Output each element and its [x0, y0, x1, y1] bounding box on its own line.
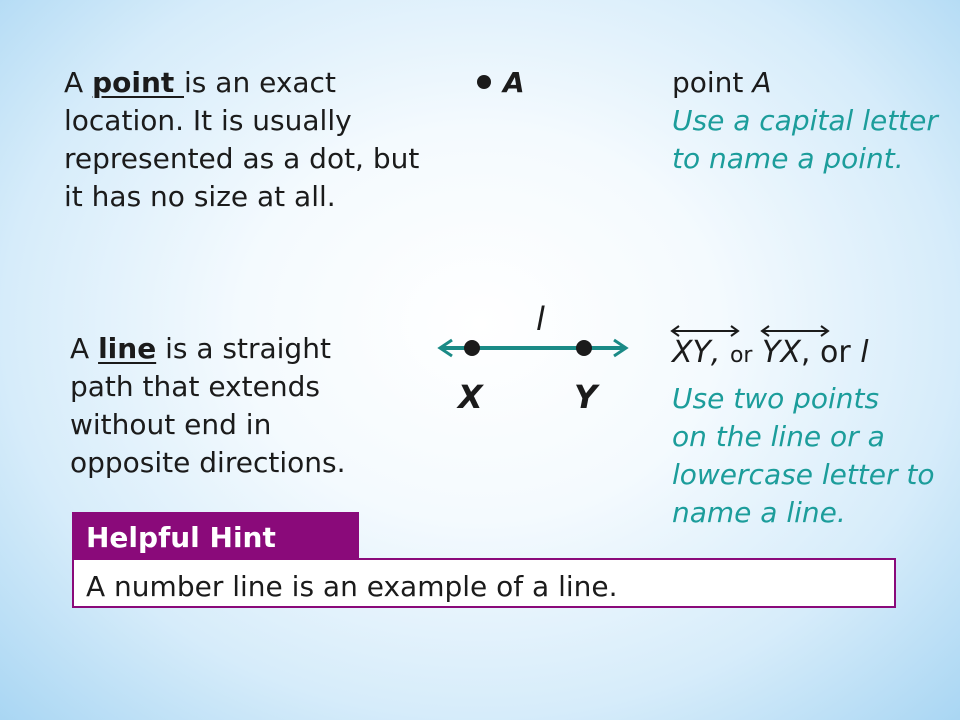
- hint-title: Helpful Hint: [86, 521, 276, 554]
- point-figure-letter: A: [503, 66, 525, 99]
- double-arrow-icon: [670, 324, 740, 338]
- line-definition: [70, 330, 400, 482]
- notation-or: or: [729, 343, 753, 368]
- point-def-prefix: A: [64, 66, 93, 99]
- point-label-word: point: [672, 66, 753, 99]
- notation-pair-1: XY: [672, 335, 711, 370]
- line-instruction-1: Use two points: [672, 382, 880, 415]
- line-instruction-2: on the line or a: [672, 420, 885, 453]
- hint-body: A number line is an example of a line.: [86, 570, 618, 603]
- line-instruction-3: lowercase letter to: [672, 458, 935, 491]
- point-def-text: is an exact location. It is usually represented as a dot, but it has no size at all.: [64, 66, 420, 213]
- line-letter-label: l: [536, 300, 545, 338]
- point-label: [672, 64, 952, 178]
- point-x-dot: [464, 340, 480, 356]
- line-def-prefix: A: [70, 332, 99, 365]
- double-arrow-icon: [760, 324, 830, 338]
- point-instruction: Use a capital letter to name a point.: [672, 104, 938, 175]
- line-diagram: [428, 290, 638, 420]
- point-definition: [64, 64, 424, 216]
- notation-sep-2: , or: [800, 335, 861, 370]
- line-notation: [672, 334, 869, 375]
- point-dot: [477, 75, 491, 89]
- point-keyword: point: [92, 66, 185, 99]
- line-def-text: is a straight path that extends without end in opposite directions.: [70, 332, 346, 479]
- notation-yx: [762, 334, 801, 372]
- notation-pair-2: YX: [762, 335, 801, 370]
- notation-xy: [672, 334, 711, 372]
- line-keyword: line: [98, 332, 157, 365]
- notation-sep-1: ,: [710, 335, 730, 370]
- point-y-label: Y: [574, 378, 598, 416]
- line-instruction: [672, 380, 960, 532]
- line-instruction-4: name a line.: [672, 496, 846, 529]
- notation-letter: l: [860, 335, 869, 370]
- point-x-label: X: [458, 378, 483, 416]
- point-label-letter: A: [752, 66, 772, 99]
- point-y-dot: [576, 340, 592, 356]
